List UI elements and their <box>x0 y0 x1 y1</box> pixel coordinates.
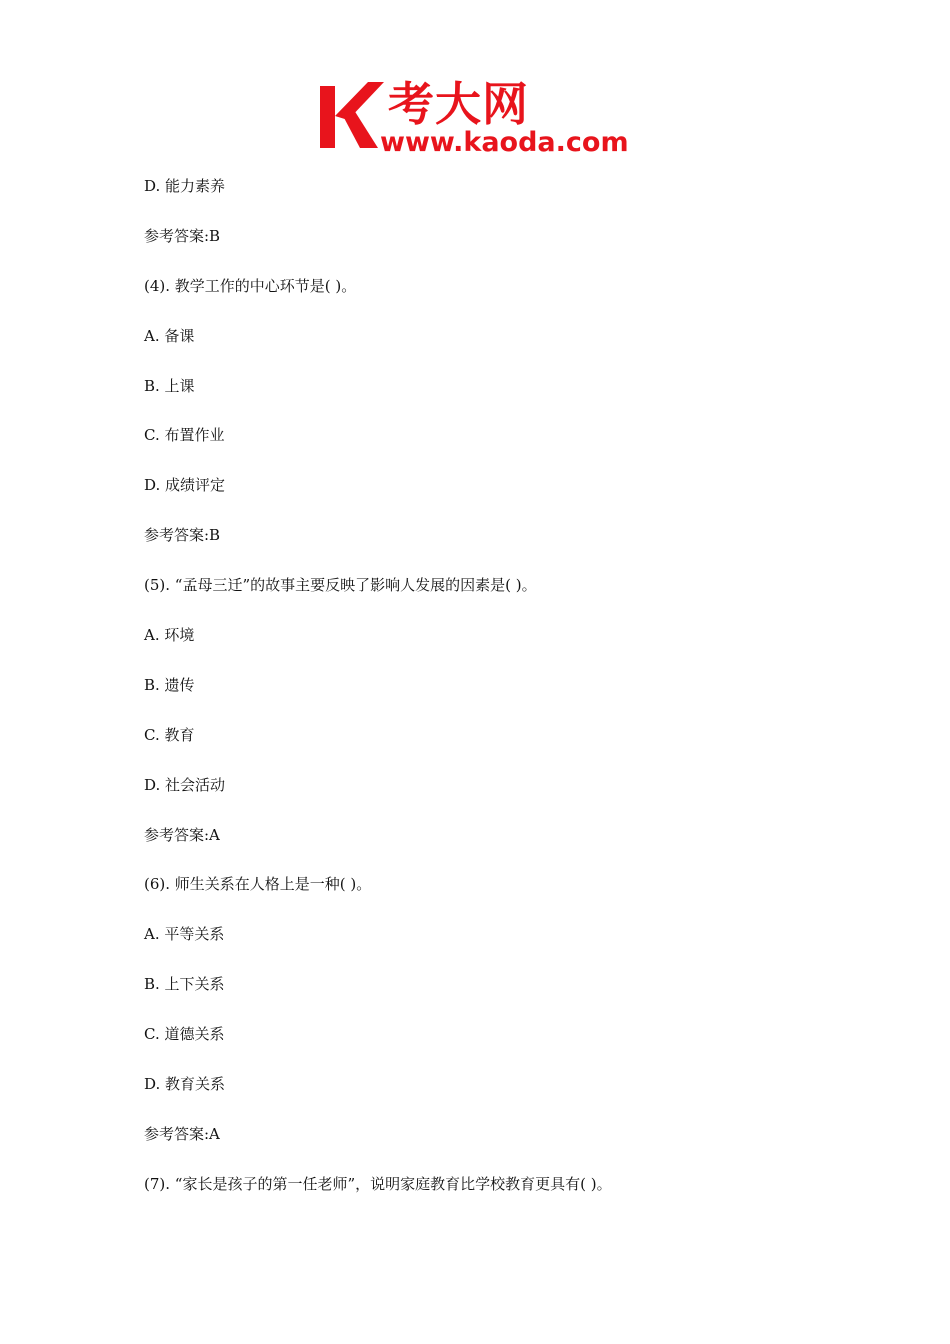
option-a: A. 平等关系 <box>144 925 225 944</box>
question-7: (7). “家长是孩子的第一任老师”，说明家庭教育比学校教育更具有( )。 <box>144 1174 612 1193</box>
option-a: A. 环境 <box>144 626 195 645</box>
option-d: D. 能力素养 <box>144 177 226 195</box>
question-5: (5). “孟母三迁”的故事主要反映了影响人发展的因素是( )。 <box>144 576 537 595</box>
question-4: (4). 教学工作的中心环节是( )。 <box>144 276 357 295</box>
option-d: D. 社会活动 <box>144 775 226 794</box>
option-c: C. 道德关系 <box>144 1025 225 1044</box>
option-a: A. 备课 <box>144 326 195 345</box>
option-c: C. 布置作业 <box>144 426 225 445</box>
logo-url: www.kaoda.com <box>380 127 629 158</box>
answer-line: 参考答案:B <box>144 526 221 545</box>
option-d: D. 成绩评定 <box>144 476 226 495</box>
k-logo-icon <box>318 78 386 152</box>
option-b: B. 遗传 <box>144 675 195 694</box>
option-d: D. 教育关系 <box>144 1075 226 1094</box>
answer-line: 参考答案:A <box>144 825 220 844</box>
site-logo[interactable] <box>318 78 640 160</box>
option-b: B. 上课 <box>144 376 195 395</box>
question-6: (6). 师生关系在人格上是一种( )。 <box>144 875 372 894</box>
answer-line: 参考答案:B <box>144 226 221 245</box>
option-c: C. 教育 <box>144 725 195 744</box>
logo-chinese-name: 考大网 <box>388 77 529 131</box>
answer-line: 参考答案:A <box>144 1124 220 1143</box>
question-content <box>144 172 844 1220</box>
option-b: B. 上下关系 <box>144 975 225 994</box>
